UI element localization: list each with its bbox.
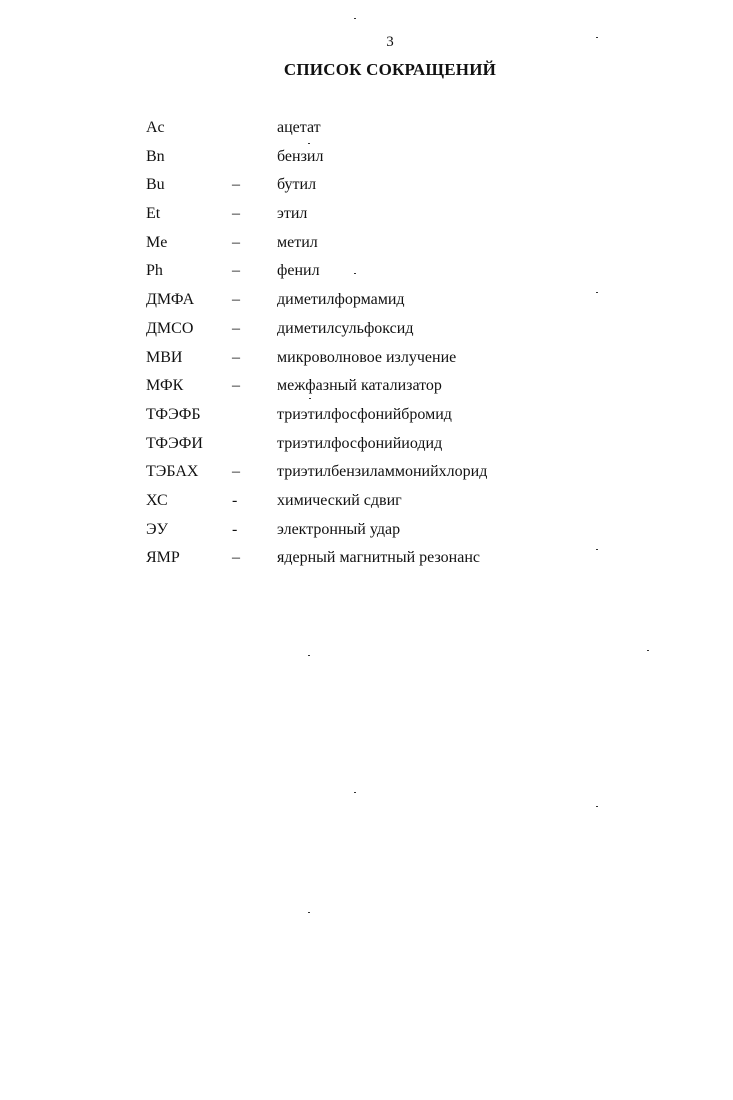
abbreviation-dash: –: [232, 348, 240, 366]
abbreviation-row: [0, 286, 733, 315]
page-number: 3: [386, 34, 394, 50]
abbreviation-row: [0, 114, 733, 143]
abbreviation-term: ДМСО: [146, 319, 194, 337]
abbreviation-dash: –: [232, 377, 240, 395]
abbreviation-row: [0, 544, 733, 573]
scan-speck: [308, 655, 310, 656]
abbreviation-definition: бутил: [277, 176, 317, 194]
abbreviation-dash: –: [232, 549, 240, 567]
abbreviation-term: ТЭБАХ: [146, 463, 199, 481]
scan-speck: [647, 650, 649, 651]
page-title: СПИСОК СОКРАЩЕНИЙ: [283, 60, 497, 79]
scan-speck: [354, 18, 356, 19]
abbreviation-term: МВИ: [146, 348, 183, 366]
scan-speck: [354, 792, 356, 793]
scan-speck: [309, 398, 311, 399]
abbreviation-term: Ac: [146, 119, 165, 136]
abbreviation-definition: ядерный магнитный резонанс: [277, 549, 480, 567]
abbreviation-row: [0, 372, 733, 401]
abbreviation-term: Ph: [146, 262, 163, 280]
abbreviation-row: [0, 229, 733, 258]
scan-speck: [596, 37, 598, 38]
abbreviation-dash: –: [232, 233, 240, 251]
abbreviation-definition: диметилформамид: [277, 291, 405, 309]
abbreviation-dash: –: [232, 205, 240, 223]
abbreviation-row: [0, 200, 733, 229]
scan-speck: [308, 143, 310, 144]
abbreviation-dash: –: [232, 319, 240, 337]
abbreviation-term: ДМФА: [146, 291, 195, 309]
abbreviation-definition: триэтилфосфонийиодид: [277, 434, 443, 452]
scan-speck: [354, 273, 356, 274]
abbreviation-term: ЯМР: [146, 549, 180, 567]
abbreviation-row: [0, 143, 733, 172]
abbreviation-row: [0, 487, 733, 516]
abbreviation-definition: бензил: [277, 147, 324, 165]
abbreviation-definition: триэтилфосфонийбромид: [277, 405, 452, 423]
abbreviation-row: [0, 315, 733, 344]
abbreviation-definition: электронный удар: [277, 520, 401, 538]
scan-speck: [308, 912, 310, 913]
abbreviation-row: [0, 430, 733, 459]
abbreviation-dash: -: [232, 520, 238, 538]
abbreviation-definition: химический сдвиг: [277, 491, 402, 509]
abbreviation-term: ХС: [146, 491, 168, 509]
scan-speck: [596, 806, 598, 807]
abbreviation-row: [0, 344, 733, 373]
abbreviation-row: [0, 516, 733, 545]
abbreviation-list: [0, 114, 733, 573]
abbreviation-dash: -: [232, 491, 238, 509]
abbreviation-dash: –: [232, 291, 240, 309]
abbreviation-term: ТФЭФБ: [146, 405, 201, 423]
abbreviation-dash: –: [232, 176, 240, 194]
abbreviation-definition: микроволновое излучение: [277, 348, 457, 366]
abbreviation-definition: межфазный катализатор: [277, 377, 442, 395]
scan-speck: [596, 292, 598, 293]
abbreviation-row: [0, 401, 733, 430]
abbreviation-row: [0, 458, 733, 487]
scan-speck: [596, 549, 598, 550]
abbreviation-definition: метил: [277, 233, 318, 251]
abbreviation-term: Me: [146, 233, 168, 251]
abbreviation-term: Bu: [146, 176, 165, 194]
abbreviation-term: ЭУ: [146, 520, 168, 538]
abbreviation-term: Bn: [146, 147, 165, 165]
abbreviation-term: ТФЭФИ: [146, 434, 203, 452]
abbreviation-term: МФК: [146, 377, 184, 395]
abbreviation-definition: фенил: [277, 262, 320, 280]
abbreviation-definition: ацетат: [277, 119, 321, 136]
abbreviation-definition: триэтилбензиламмонийхлорид: [277, 463, 488, 481]
abbreviation-definition: этил: [277, 205, 308, 223]
abbreviation-dash: –: [232, 262, 240, 280]
abbreviation-term: Et: [146, 205, 161, 223]
abbreviation-definition: диметилсульфоксид: [277, 319, 414, 337]
abbreviation-dash: –: [232, 463, 240, 481]
abbreviation-row: [0, 171, 733, 200]
abbreviation-row: [0, 257, 733, 286]
